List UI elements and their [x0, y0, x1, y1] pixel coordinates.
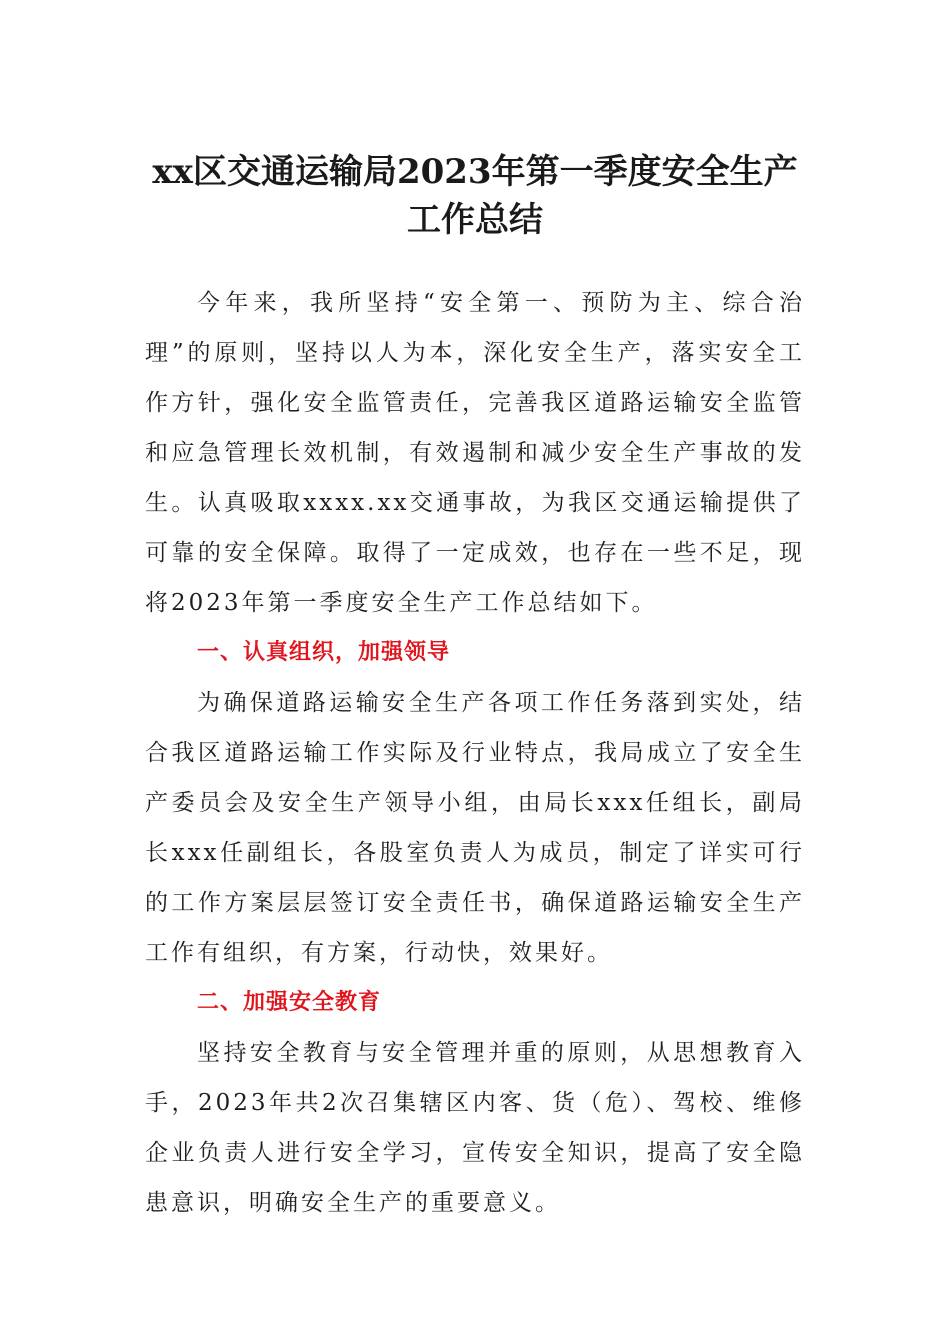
document-body: [145, 278, 805, 1228]
intro-paragraph: 今年来，我所坚持“安全第一、预防为主、综合治理”的原则，坚持以人为本，深化安全生产，落实安全工作方针，强化安全监管责任，完善我区道路运输安全监管和应急管理长效机制，有效遏制和减少安全生产事故的发生。认真吸取xxxx.xx交通事故，为我区交通运输提供了可靠的安全保障。取得了一定成效，也存在一些不足，现将2023年第一季度安全生产工作总结如下。: [145, 290, 805, 616]
document-title-line-1: xx区交通运输局2023年第一季度安全生产: [152, 152, 798, 192]
section-heading-education: 二、加强安全教育: [197, 990, 382, 1015]
section-body-organization: 为确保道路运输安全生产各项工作任务落到实处，结合我区道路运输工作实际及行业特点，我局成立了安全生产委员会及安全生产领导小组，由局长xxx任组长，副局长xxx任副组长，各股室负责人为成员，制定了详实可行的工作方案层层签订安全责任书，确保道路运输安全生产工作有组织，有方案，行动快，效果好。: [145, 690, 805, 966]
document-title-line-2: 工作总结: [407, 200, 543, 240]
section-body-education: 坚持安全教育与安全管理并重的原则，从思想教育入手，2023年共2次召集辖区内客、货（危）、驾校、维修企业负责人进行安全学习，宣传安全知识，提高了安全隐患意识，明确安全生产的重要意义。: [145, 1040, 805, 1216]
section-heading-organization: 一、认真组织，加强领导: [197, 640, 451, 665]
